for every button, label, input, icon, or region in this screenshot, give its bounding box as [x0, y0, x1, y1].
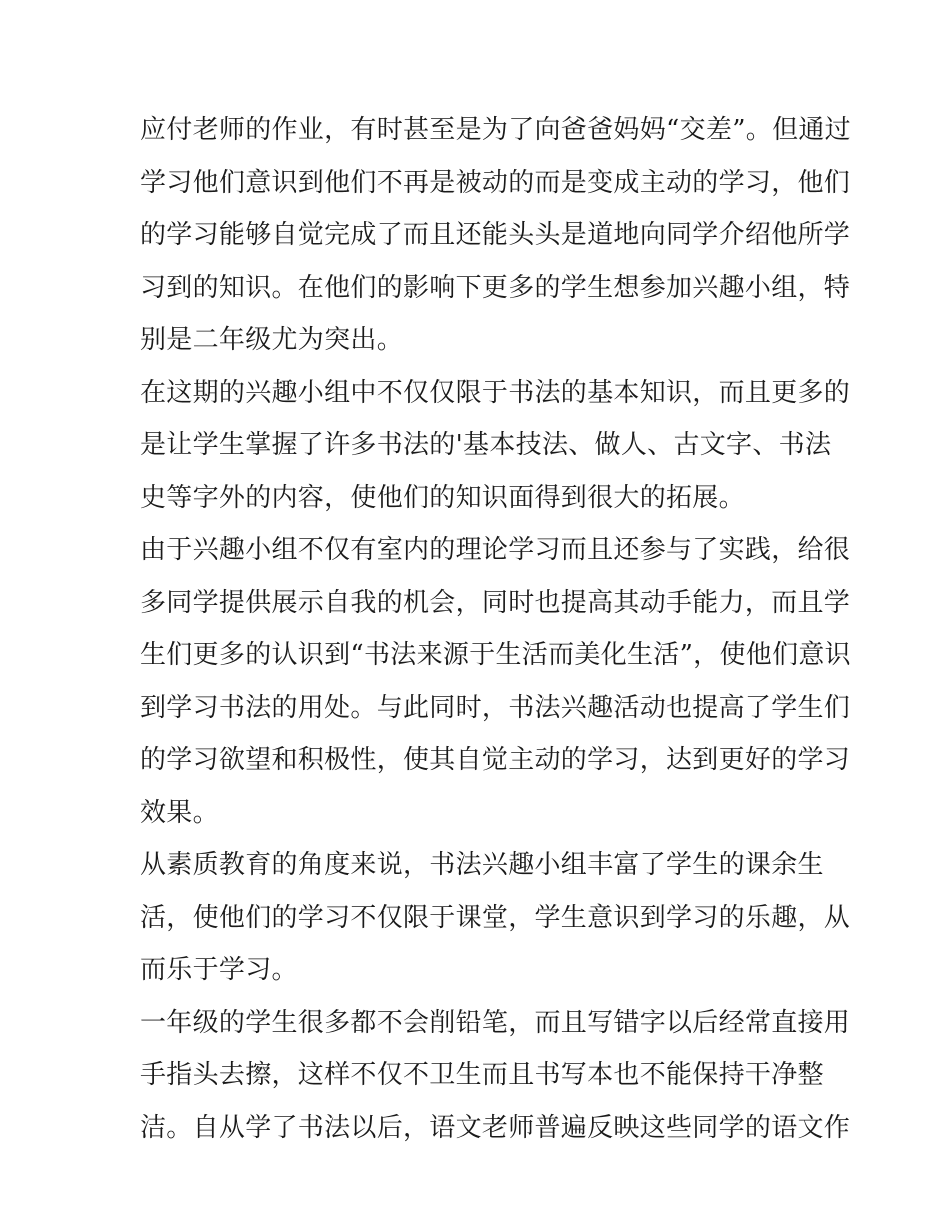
text-line: 的学习欲望和积极性，使其自觉主动的学习，达到更好的学习 [140, 745, 851, 775]
text-line: 的学习能够自觉完成了而且还能头头是道地向同学介绍他所学 [140, 220, 851, 250]
text-line: 习到的知识。在他们的影响下更多的学生想参加兴趣小组，特 [140, 272, 851, 303]
text-line: 到学习书法的用处。与此同时，书法兴趣活动也提高了学生们 [140, 692, 851, 723]
text-line: 史等字外的内容，使他们的知识面得到很大的拓展。 [140, 482, 745, 513]
text-line: 活，使他们的学习不仅限于课堂，学生意识到学习的乐趣，从 [140, 902, 851, 933]
text-line: 效果。 [140, 797, 219, 828]
text-line: 洁。自从学了书法以后，语文老师普遍反映这些同学的语文作 [140, 1112, 851, 1143]
text-line: 应付老师的作业，有时甚至是为了向爸爸妈妈“交差”。但通过 [140, 115, 851, 145]
text-line: 生们更多的认识到“书法来源于生活而美化生活”，使他们意识 [140, 640, 851, 670]
text-line: 一年级的学生很多都不会削铅笔，而且写错字以后经常直接用 [140, 1007, 851, 1038]
text-line: 由于兴趣小组不仅有室内的理论学习而且还参与了实践，给很 [140, 535, 851, 565]
text-line: 从素质教育的角度来说，书法兴趣小组丰富了学生的课余生 [140, 850, 824, 880]
text-line: 别是二年级尤为突出。 [140, 325, 404, 355]
document-body [140, 104, 851, 1154]
text-line: 在这期的兴趣小组中不仅仅限于书法的基本知识，而且更多的 [140, 377, 851, 408]
text-line: 手指头去擦，这样不仅不卫生而且书写本也不能保持干净整 [140, 1060, 824, 1090]
text-line: 是让学生掌握了许多书法的'基本技法、做人、古文字、书法 [140, 430, 832, 460]
text-line: 而乐于学习。 [140, 955, 298, 985]
text-line: 多同学提供展示自我的机会，同时也提高其动手能力，而且学 [140, 587, 851, 618]
text-line: 学习他们意识到他们不再是被动的而是变成主动的学习，他们 [140, 167, 851, 198]
